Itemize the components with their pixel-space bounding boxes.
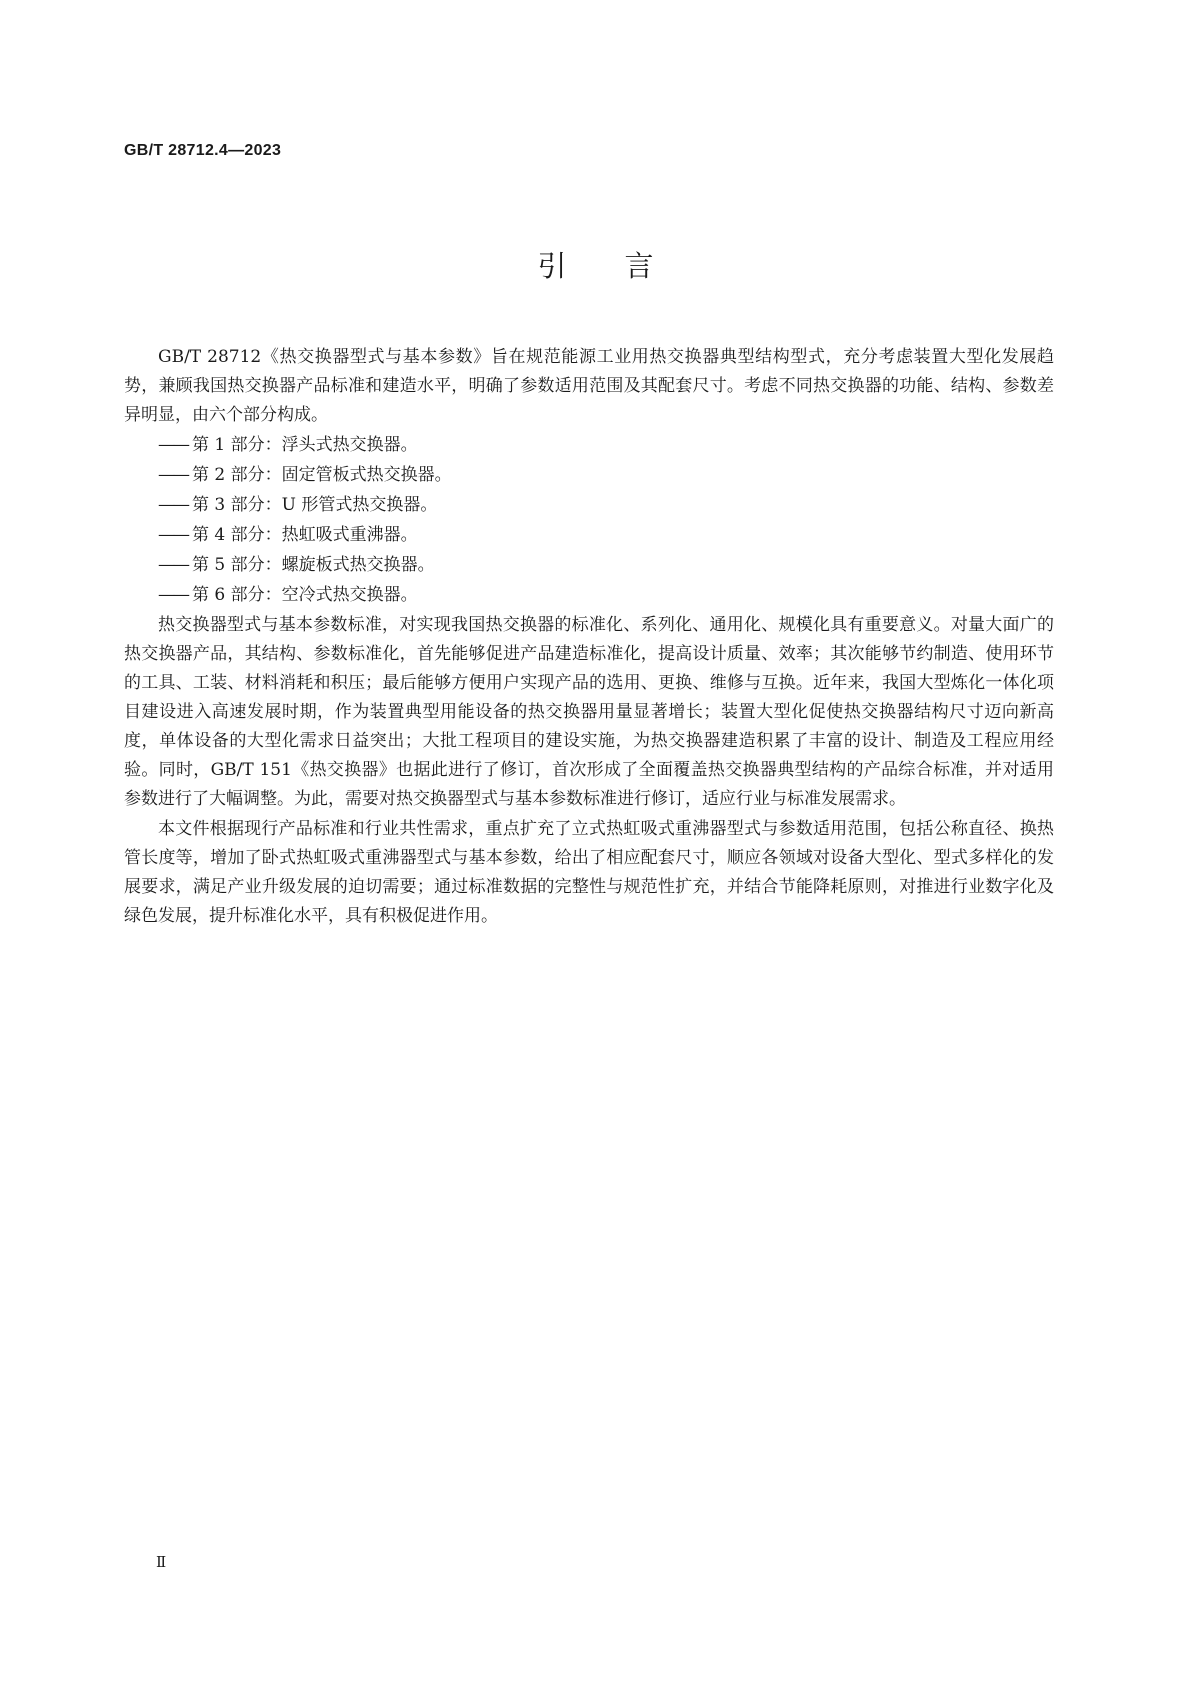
document-body [124,343,1054,932]
list-item-text: 第 4 部分：热虹吸式重沸器。 [192,525,418,545]
list-dash: —— [158,525,188,545]
list-item-text: 第 6 部分：空冷式热交换器。 [192,585,418,605]
paragraph-significance: 热交换器型式与基本参数标准，对实现我国热交换器的标准化、系列化、通用化、规模化具有重要意义。对量大面广的热交换器产品，其结构、参数标准化，首先能够促进产品建造标准化，提高设计质量、效率；其次能够节约制造、使用环节的工具、工装、材料消耗和积压；最后能够方便用户实现产品的选用、更换、维修与互换。近年来，我国大型炼化一体化项目建设进入高速发展时期，作为装置典型用能设备的热交换器用量显著增长；装置大型化促使热交换器结构尺寸迈向新高度，单体设备的大型化需求日益突出；大批工程项目的建设实施，为热交换器建造积累了丰富的设计、制造及工程应用经验。同时，GB/T 151《热交换器》也据此进行了修订，首次形成了全面覆盖热交换器典型结构的产品综合标准，并对适用参数进行了大幅调整。为此，需要对热交换器型式与基本参数标准进行修订，适应行业与标准发展需求。 [124,615,1054,809]
list-item [124,431,1054,460]
list-item [124,551,1054,580]
list-item [124,521,1054,550]
document-code: GB/T 28712.4—2023 [124,142,282,159]
list-item-text: 第 1 部分：浮头式热交换器。 [192,435,418,455]
list-item [124,461,1054,490]
list-dash: —— [158,435,188,455]
list-dash: —— [158,555,188,575]
list-dash: —— [158,465,188,485]
list-dash: —— [158,585,188,605]
page-title: 引言 [537,249,712,283]
paragraph-scope: 本文件根据现行产品标准和行业共性需求，重点扩充了立式热虹吸式重沸器型式与参数适用范围，包括公称直径、换热管长度等，增加了卧式热虹吸式重沸器型式与基本参数，给出了相应配套尺寸，顺应各领域对设备大型化、型式多样化的发展要求，满足产业升级发展的迫切需要；通过标准数据的完整性与规范性扩充，并结合节能降耗原则，对推进行业数字化及绿色发展，提升标准化水平，具有积极促进作用。 [124,819,1054,926]
list-item-text: 第 3 部分：U 形管式热交换器。 [192,495,438,515]
list-item-text: 第 2 部分：固定管板式热交换器。 [192,465,452,485]
list-dash: —— [158,495,188,515]
page-number: Ⅱ [156,1553,167,1571]
list-item [124,581,1054,610]
paragraph-intro: GB/T 28712《热交换器型式与基本参数》旨在规范能源工业用热交换器典型结构型式，充分考虑装置大型化发展趋势，兼顾我国热交换器产品标准和建造水平，明确了参数适用范围及其配套尺寸。考虑不同热交换器的功能、结构、参数差异明显，由六个部分构成。 [124,347,1054,425]
list-item [124,491,1054,520]
list-item-text: 第 5 部分：螺旋板式热交换器。 [192,555,435,575]
